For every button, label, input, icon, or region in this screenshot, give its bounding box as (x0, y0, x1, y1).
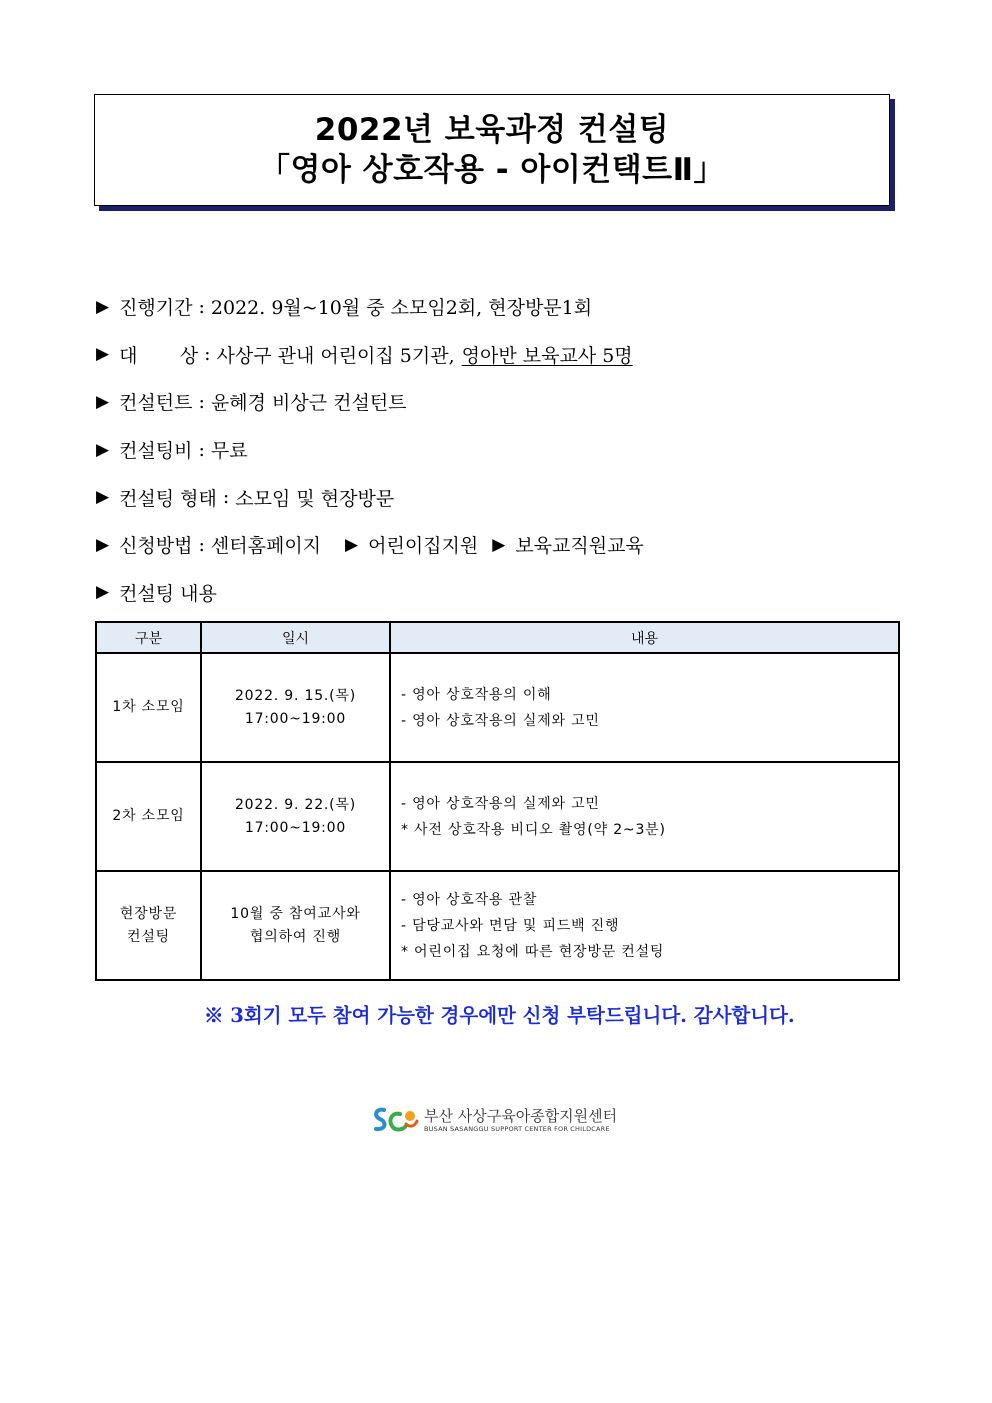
title-box (94, 94, 890, 206)
table-row (96, 653, 899, 762)
logo-name-ko: 부산 사상구육아종합지원센터 (424, 1106, 618, 1125)
info-fee (96, 426, 644, 474)
triangle-right-icon: ▶ (96, 391, 110, 412)
header-datetime: 일시 (201, 622, 390, 653)
info-value: 센터홈페이지 (210, 535, 322, 558)
notice-text: ※ 3회기 모두 참여 가능한 경우에만 신청 부탁드립니다. 감사합니다. (204, 1004, 795, 1027)
header-content: 내용 (390, 622, 899, 653)
info-value: 무료 (210, 440, 248, 463)
category-text: 2차 소모임 (112, 808, 185, 824)
row-datetime (201, 871, 390, 980)
info-value-underlined: 영아반 보육교사 5명 (461, 344, 633, 367)
content-line: * 어린이집 요청에 따른 현장방문 컨설팅 (401, 943, 665, 960)
triangle-right-icon: ▶ (96, 344, 110, 365)
colon: : (222, 486, 230, 509)
colon: : (198, 295, 205, 318)
info-value: 윤혜경 비상근 컨설턴트 (210, 392, 407, 415)
content-line: - 영아 상호작용의 이해 (401, 686, 552, 703)
title-line-2: 「영아 상호작용 - 아이컨택트Ⅱ」 (258, 152, 726, 188)
logo-name-en: BUSAN SASANGGU SUPPORT CENTER FOR CHILDCARE (424, 1124, 610, 1133)
triangle-right-icon: ▶ (96, 439, 110, 460)
info-content (96, 569, 644, 617)
content-line: - 영아 상호작용 관찰 (401, 891, 538, 908)
colon: : (204, 343, 211, 366)
info-period (96, 283, 644, 331)
table-header-row (96, 622, 899, 653)
center-logo (370, 1100, 617, 1140)
row-datetime (201, 653, 390, 762)
category-text: 1차 소모임 (112, 699, 185, 715)
info-consultant (96, 378, 644, 426)
category-text: 현장방문 (119, 905, 178, 922)
content-line: - 영아 상호작용의 실제와 고민 (401, 712, 600, 729)
info-target (96, 331, 644, 379)
content-line: - 담당교사와 면담 및 피드백 진행 (401, 917, 620, 934)
triangle-right-icon: ▶ (96, 487, 110, 508)
time-text: 17:00~19:00 (244, 819, 347, 836)
header-category: 구분 (96, 622, 201, 653)
info-apply (96, 521, 644, 569)
colon: : (198, 438, 205, 461)
row-content (390, 762, 899, 871)
schedule-table (95, 621, 900, 981)
row-category (96, 653, 201, 762)
colon: : (198, 390, 205, 413)
info-label: 컨설팅 형태 (119, 487, 217, 510)
table-row (96, 762, 899, 871)
row-content (390, 871, 899, 980)
info-value: 2022. 9월~10월 중 소모임2회, 현장방문1회 (210, 297, 593, 320)
info-label: 컨설팅 내용 (119, 582, 217, 605)
triangle-right-icon: ▶ (96, 296, 110, 317)
time-text: 협의하여 진행 (249, 928, 342, 945)
content-line: * 사전 상호작용 비디오 촬영(약 2~3분) (401, 821, 666, 838)
info-list (96, 283, 644, 616)
center-logo-mark-icon (370, 1102, 420, 1138)
table-row (96, 871, 899, 980)
info-label: 컨설팅비 (119, 440, 193, 463)
title-line-1: 2022년 보육과정 컨설팅 (314, 112, 670, 148)
info-value: 사상구 관내 어린이집 5기관, (216, 344, 455, 367)
triangle-right-icon: ▶ (96, 534, 110, 555)
date-text: 2022. 9. 22.(목) (234, 796, 357, 813)
content-line: - 영아 상호작용의 실제와 고민 (401, 795, 600, 812)
info-label: 컨설턴트 (119, 392, 193, 415)
info-value: 소모임 및 현장방문 (235, 487, 395, 510)
info-label: 대 상 (119, 344, 199, 367)
triangle-right-icon: ▶ (492, 534, 506, 555)
info-label: 진행기간 (119, 297, 193, 320)
colon: : (198, 533, 205, 556)
date-text: 10월 중 참여교사와 (230, 905, 361, 922)
category-text: 컨설팅 (127, 928, 170, 945)
row-datetime (201, 762, 390, 871)
time-text: 17:00~19:00 (244, 710, 347, 727)
triangle-right-icon: ▶ (96, 582, 110, 603)
info-label: 신청방법 (119, 535, 193, 558)
info-format (96, 473, 644, 521)
date-text: 2022. 9. 15.(목) (234, 687, 357, 704)
row-content (390, 653, 899, 762)
row-category (96, 762, 201, 871)
row-category (96, 871, 201, 980)
apply-path-2: 보육교직원교육 (515, 535, 644, 558)
triangle-right-icon: ▶ (345, 534, 359, 555)
apply-path-1: 어린이집지원 (368, 535, 479, 558)
